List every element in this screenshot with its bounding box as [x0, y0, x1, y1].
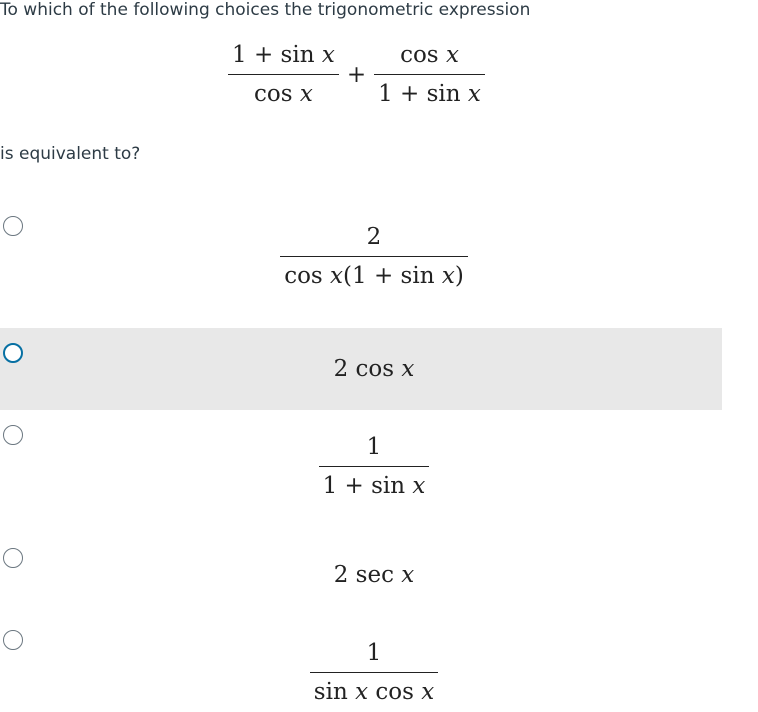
choice-c-denominator: 1 + sin x [322, 473, 426, 499]
choice-c-numerator: 1 [319, 432, 430, 467]
choice-a-numerator: 2 [280, 222, 468, 257]
choice-c-fraction [319, 432, 430, 501]
choice-a-denominator: cos x(1 + sin x) [284, 263, 464, 289]
choice-b-value: 2 cos x [333, 356, 415, 382]
expression-right-denominator: 1 + sin x [378, 81, 481, 107]
choice-e-denominator: sin x cos x [313, 679, 435, 705]
choice-e-numerator: 1 [310, 638, 438, 673]
expression-operator: + [346, 61, 367, 88]
trig-expression [228, 40, 485, 109]
answer-choice-e[interactable] [0, 628, 722, 712]
expression-right-fraction [374, 40, 485, 109]
answer-choice-c[interactable] [0, 420, 722, 512]
choice-d-value: 2 sec x [333, 562, 415, 588]
expression-left-numerator: 1 + sin x [228, 40, 339, 75]
answer-choice-b[interactable] [0, 328, 722, 410]
expression-left-denominator: cos x [253, 81, 313, 107]
answer-choice-d[interactable] [0, 545, 722, 595]
question-prompt: To which of the following choices the trigonometric expression [0, 0, 531, 20]
expression-left-fraction [228, 40, 339, 109]
choice-e-fraction [310, 638, 438, 707]
expression-right-numerator: cos x [374, 40, 485, 75]
answer-choice-a[interactable] [0, 210, 722, 302]
question-followup: is equivalent to? [0, 144, 141, 164]
choice-a-fraction [280, 222, 468, 291]
